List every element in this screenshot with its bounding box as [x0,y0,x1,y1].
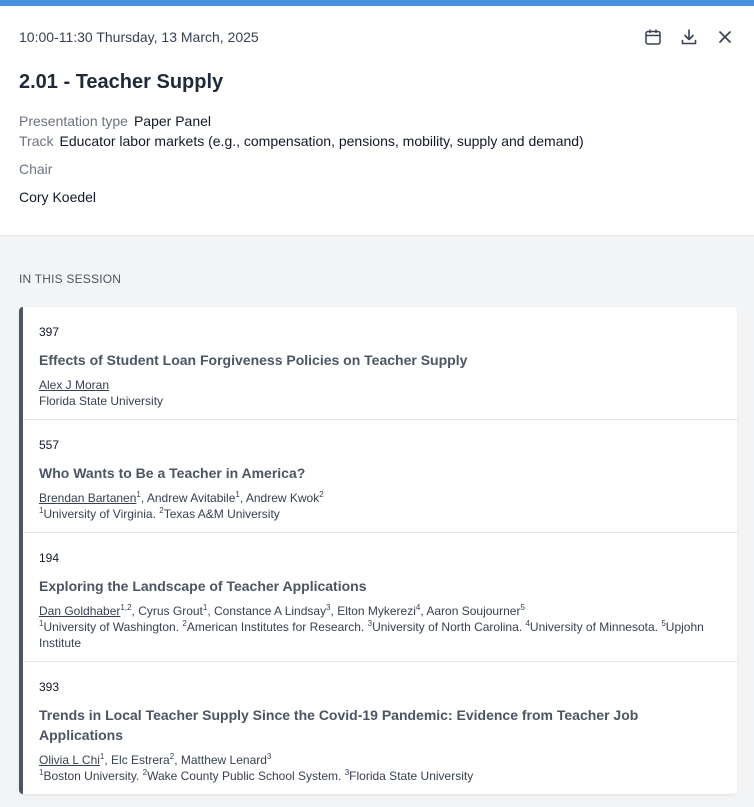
paper-title[interactable]: Trends in Local Teacher Supply Since the Covid-19 Pandemic: Evidence from Teacher Job Applications [39,707,639,743]
session-header [0,6,754,236]
paper-affiliations [39,619,721,651]
author-name: Elton Mykerezi [337,604,416,618]
presentation-type-row [19,111,735,131]
affiliation-marker: 5 [661,619,666,628]
paper-list [19,307,737,794]
author-affiliation-marker: 3 [326,603,331,612]
author-name: Cyrus Grout [138,604,203,618]
track-label: Track [19,133,54,149]
session-datetime: 10:00-11:30 Thursday, 13 March, 2025 [19,29,259,45]
paper-card[interactable] [23,307,737,420]
affiliation-name: Boston University. [43,769,140,783]
author-affiliation-marker: 1,2 [120,603,132,612]
paper-card[interactable] [23,420,737,533]
author-affiliation-marker: 1 [202,603,208,612]
affiliation-marker: 3 [344,768,350,777]
in-this-session-heading: IN THIS SESSION [19,272,122,286]
author-affiliation-marker: 2 [169,752,175,761]
author-affiliation-marker: 1 [136,490,141,499]
presentation-type-label: Presentation type [19,113,128,129]
paper-card[interactable] [23,533,737,662]
paper-authors: Olivia L Chi$^1$, Elc Estrera$^2$, Matthew Lenard$^3$ [39,752,272,767]
paper-title[interactable]: Who Wants to Be a Teacher in America? [39,465,306,481]
presentation-type-value: Paper Panel [133,113,212,129]
paper-authors: Brendan Bartanen$^1$, Andrew Avitabile$^1$, Andrew Kwok$^2$ [39,490,324,505]
author-affiliation-marker: 4 [415,603,421,612]
author-affiliation-marker: 5 [520,603,525,612]
session-title: 2.01 - Teacher Supply [19,71,224,93]
paper-title[interactable]: Exploring the Landscape of Teacher Applications [39,578,367,594]
presenter-name[interactable]: Brendan Bartanen [39,491,137,505]
download-icon[interactable] [678,26,700,48]
author-affiliation-marker: 1 [99,752,105,761]
track-row [19,131,735,151]
affiliation-marker: 4 [525,619,530,628]
paper-affiliations [39,506,721,522]
paper-affiliations [39,768,721,784]
chair-name: Cory Koedel [19,189,97,205]
author-name: Matthew Lenard [180,753,267,767]
paper-authors [39,377,721,393]
paper-card[interactable] [23,662,737,794]
author-affiliation-marker: 1 [235,490,240,499]
author-name: Constance A Lindsay [214,604,327,618]
track-value: Educator labor markets (e.g., compensation, pensions, mobility, supply and demand) [59,133,584,149]
affiliation-marker: 3 [367,619,373,628]
calendar-icon[interactable] [642,26,664,48]
affiliation-name: University of Virginia. [43,507,156,521]
affiliation-marker: 2 [159,506,164,515]
author-name: Andrew Kwok [245,491,320,505]
affiliation-marker: 1 [39,619,44,628]
presenter-name[interactable]: Dan Goldhaber [39,604,121,618]
affiliation-marker: 2 [142,768,148,777]
affiliation-marker: 1 [39,768,44,777]
author-name: Elc Estrera [111,753,170,767]
session-contents [0,236,754,807]
paper-number: 557 [39,438,60,452]
header-actions [642,26,736,48]
close-icon[interactable] [714,26,736,48]
affiliation-name: Upjohn Institute [39,620,704,650]
affiliation-name: Wake County Public School System. [147,769,342,783]
author-affiliation-marker: 3 [266,752,272,761]
author-name: Aaron Soujourner [426,604,521,618]
affiliation-name: American Institutes for Research. [186,620,365,634]
affiliation-name: Texas A&M University [163,507,280,521]
affiliation-marker: 2 [182,619,187,628]
chair-label: Chair [19,161,53,177]
presenter-name[interactable]: Olivia L Chi [39,753,100,767]
paper-number: 393 [39,680,60,694]
affiliation-name: University of Washington. [43,620,180,634]
presenter-name[interactable]: Alex J Moran [39,378,110,392]
paper-number: 397 [39,325,60,339]
paper-affiliations [39,393,721,409]
author-name: Andrew Avitabile [146,491,236,505]
paper-title[interactable]: Effects of Student Loan Forgiveness Policies on Teacher Supply [39,352,468,368]
affiliation-name: Florida State University [349,769,474,783]
affiliation-name: University of Minnesota. [529,620,658,634]
affiliation-marker: 1 [39,506,44,515]
paper-number: 194 [39,551,60,565]
affiliation-name: Florida State University [39,394,164,408]
author-affiliation-marker: 2 [319,490,324,499]
affiliation-name: University of North Carolina. [372,620,523,634]
paper-authors: Dan Goldhaber$^{1,2}$, Cyrus Grout$^1$, Constance A Lindsay$^3$, Elton Mykerezi$^4$, Aaron Soujourner$^5$ [39,603,525,618]
